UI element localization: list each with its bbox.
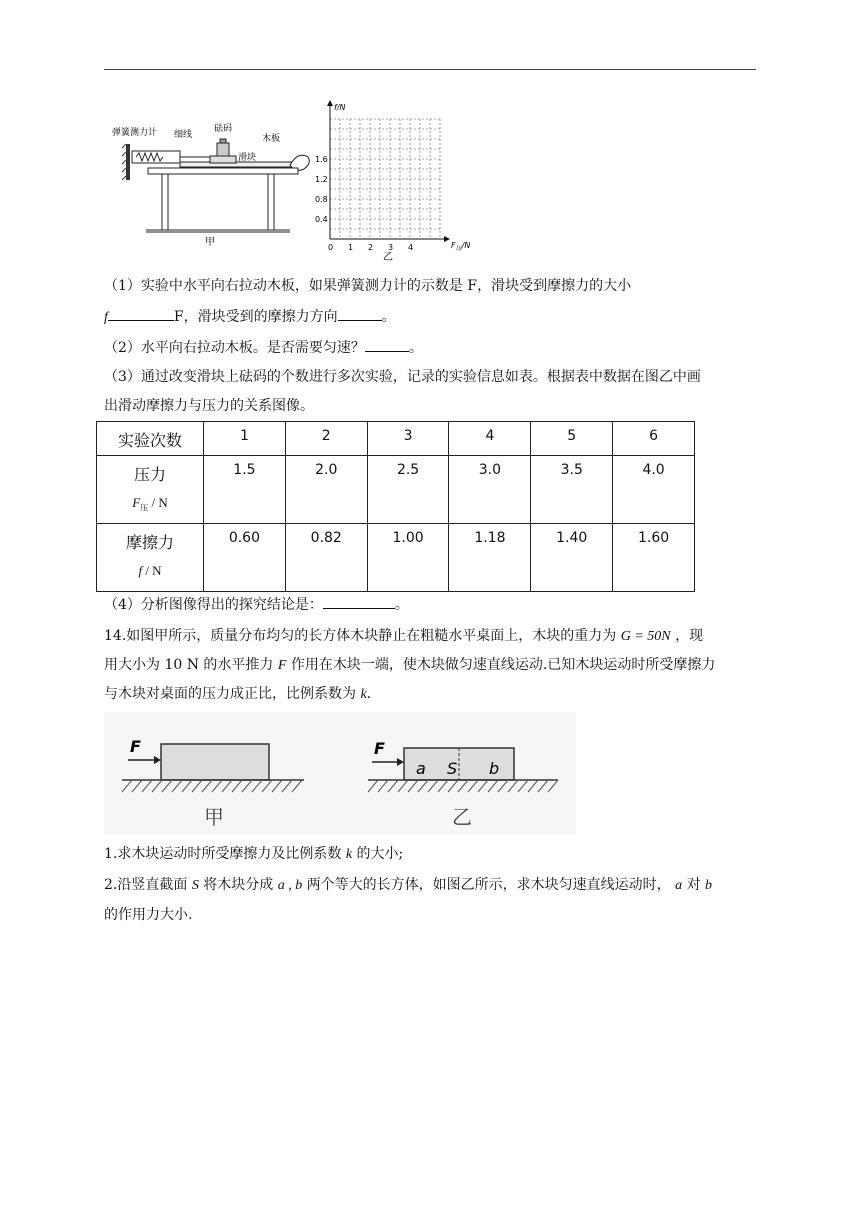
- header-friction: 摩擦力 f / N: [97, 524, 204, 592]
- pressure-cell: 3.5: [531, 456, 613, 524]
- graph-xtick-label: 4: [408, 243, 414, 252]
- label-string: 细线: [174, 130, 193, 140]
- trial-cell: 2: [285, 422, 367, 456]
- answer-blank-magnitude[interactable]: [108, 306, 174, 321]
- friction-cell: 0.60: [204, 524, 286, 592]
- graph-ylabel: f/N: [334, 103, 346, 112]
- sub2-line1: 2.沿竖直截面 S 将木块分成 a , b 两个等大的长方体，如图乙所示，求木块匀速直线运动时， a 对 b: [104, 877, 713, 893]
- trial-cell: 3: [367, 422, 449, 456]
- graph-ytick-label: 1.2: [315, 175, 328, 184]
- sub2-line2: 的作用力大小.: [104, 907, 193, 923]
- trial-cell: 4: [449, 422, 531, 456]
- trial-cell: 5: [531, 422, 613, 456]
- graph-xtick-label: 0: [328, 243, 334, 252]
- label-spring-scale: 弹簧测力计: [112, 128, 158, 138]
- q14-line1: 14.如图甲所示，质量分布均匀的长方体木块静止在粗糙水平桌面上，木块的重力为 G = 50N ，现: [104, 628, 704, 644]
- pressure-cell: 3.0: [449, 456, 531, 524]
- label-a: a: [416, 759, 426, 778]
- q2-line: （2）水平向右拉动木板。是否需要匀速？ 。: [104, 337, 423, 358]
- q4-line: （4）分析图像得出的探究结论是： 。: [104, 594, 409, 615]
- label-weight: 砝码: [214, 124, 233, 134]
- force-label-yi: F: [374, 739, 385, 758]
- graph-ytick-label: 0.4: [315, 215, 328, 224]
- answer-blank-uniform-speed[interactable]: [365, 337, 409, 352]
- trial-cell: 6: [613, 422, 695, 456]
- q14-line3: 与木块对桌面的压力成正比，比例系数为 k.: [104, 686, 372, 702]
- wall: [126, 144, 130, 180]
- graph-xlabel: $F_压/N$: [451, 241, 471, 252]
- table-row-trials: [97, 422, 695, 456]
- block-jia: [161, 744, 269, 780]
- figure-apparatus-and-graph: [110, 98, 510, 264]
- caption-yi: 乙: [383, 252, 393, 263]
- label-block: 滑块: [238, 153, 257, 163]
- data-table: [96, 421, 695, 592]
- label-S: S: [447, 759, 458, 778]
- graph-ytick-label: 1.6: [315, 155, 328, 164]
- q1-line2: f F，滑块受到的摩擦力方向 。: [104, 306, 396, 328]
- friction-cell: 1.00: [367, 524, 449, 592]
- caption-block-jia: 甲: [204, 805, 224, 829]
- pressure-cell: 4.0: [613, 456, 695, 524]
- trial-cell: 1: [204, 422, 286, 456]
- weight: [217, 143, 229, 156]
- friction-cell: 0.82: [285, 524, 367, 592]
- graph-ytick-label: 0.8: [315, 195, 328, 204]
- block: [210, 156, 236, 163]
- table-row-pressure: [97, 456, 695, 524]
- q14-line2: 用大小为 10 N 的水平推力 F 作用在木块一端，使木块做匀速直线运动.已知木块运动时所受摩擦力: [104, 657, 716, 673]
- graph-grid: [330, 119, 440, 239]
- graph-xtick-label: 2: [368, 243, 374, 252]
- header-pressure: 压力 $F_压$ / N: [97, 456, 204, 524]
- sub1-line: 1.求木块运动时所受摩擦力及比例系数 k 的大小;: [104, 846, 404, 862]
- q1-line1: （1）实验中水平向右拉动木板，如果弹簧测力计的示数是 F，滑块受到摩擦力的大小: [104, 278, 632, 294]
- force-label-jia: F: [130, 737, 141, 756]
- table-top: [148, 168, 298, 174]
- q3-line2: 出滑动摩擦力与压力的关系图像。: [104, 398, 314, 414]
- q3-line1: （3）通过改变滑块上砝码的个数进行多次实验，记录的实验信息如表。根据表中数据在图乙中画: [104, 369, 701, 385]
- label-b: b: [489, 759, 500, 778]
- friction-cell: 1.40: [531, 524, 613, 592]
- friction-cell: 1.18: [449, 524, 531, 592]
- header-trial: 实验次数: [97, 422, 204, 456]
- label-board: 木板: [262, 134, 281, 144]
- pressure-cell: 2.5: [367, 456, 449, 524]
- friction-cell: 1.60: [613, 524, 695, 592]
- graph-xtick-label: 3: [388, 243, 394, 252]
- pressure-cell: 2.0: [285, 456, 367, 524]
- graph-xtick-label: 1: [348, 243, 354, 252]
- table-row-friction: [97, 524, 695, 592]
- caption-jia: 甲: [205, 237, 215, 248]
- header-rule: [104, 69, 756, 70]
- caption-block-yi: 乙: [452, 805, 472, 829]
- pressure-cell: 1.5: [204, 456, 286, 524]
- answer-blank-conclusion[interactable]: [323, 594, 395, 609]
- figure-blocks: [104, 712, 576, 834]
- answer-blank-direction[interactable]: [338, 306, 382, 321]
